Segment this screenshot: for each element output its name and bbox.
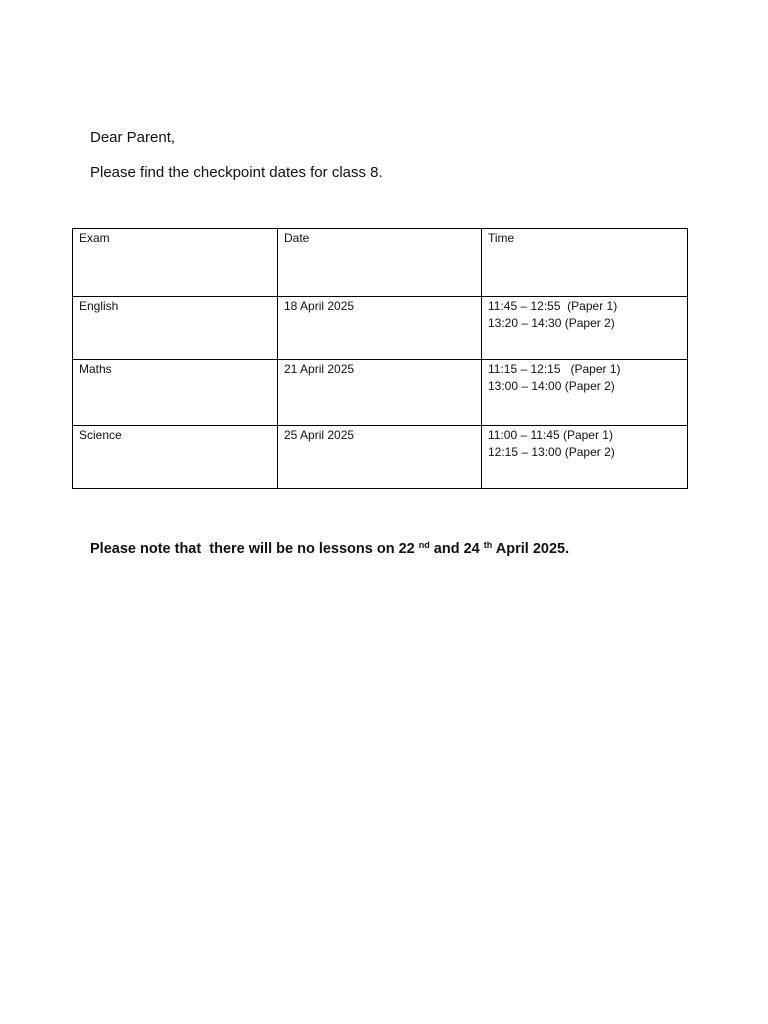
date-cell: 18 April 2025 — [278, 297, 482, 360]
date-cell: 21 April 2025 — [278, 360, 482, 426]
table-row — [73, 426, 688, 489]
note-text-1: Please note that there will be no lessons on 22 — [90, 541, 419, 557]
time-cell — [482, 426, 688, 489]
time-paper-2: 13:20 – 14:30 (Paper 2) — [488, 316, 615, 330]
intro-text: Please find the checkpoint dates for class 8. — [90, 164, 383, 181]
salutation: Dear Parent, — [90, 129, 176, 146]
time-paper-2: 13:00 – 14:00 (Paper 2) — [488, 379, 615, 393]
time-paper-2: 12:15 – 13:00 (Paper 2) — [488, 445, 615, 459]
table-header-row — [73, 229, 688, 297]
time-cell — [482, 360, 688, 426]
time-cell — [482, 297, 688, 360]
note-superscript-th: th — [483, 540, 493, 550]
table-row — [73, 360, 688, 426]
time-paper-1: 11:00 – 11:45 (Paper 1) — [488, 428, 613, 442]
header-time: Time — [482, 229, 688, 297]
table-row — [73, 297, 688, 360]
note-superscript-nd: nd — [418, 540, 430, 550]
exam-schedule-table — [72, 228, 688, 489]
time-paper-1: 11:15 – 12:15 (Paper 1) — [488, 362, 621, 376]
exam-cell: English — [73, 297, 278, 360]
no-lessons-note — [90, 539, 569, 559]
header-exam: Exam — [73, 229, 278, 297]
note-text-2: and 24 — [429, 541, 484, 557]
exam-cell: Science — [73, 426, 278, 489]
exam-cell: Maths — [73, 360, 278, 426]
time-paper-1: 11:45 – 12:55 (Paper 1) — [488, 299, 618, 313]
date-cell: 25 April 2025 — [278, 426, 482, 489]
header-date: Date — [278, 229, 482, 297]
note-text-3: April 2025. — [492, 541, 570, 557]
